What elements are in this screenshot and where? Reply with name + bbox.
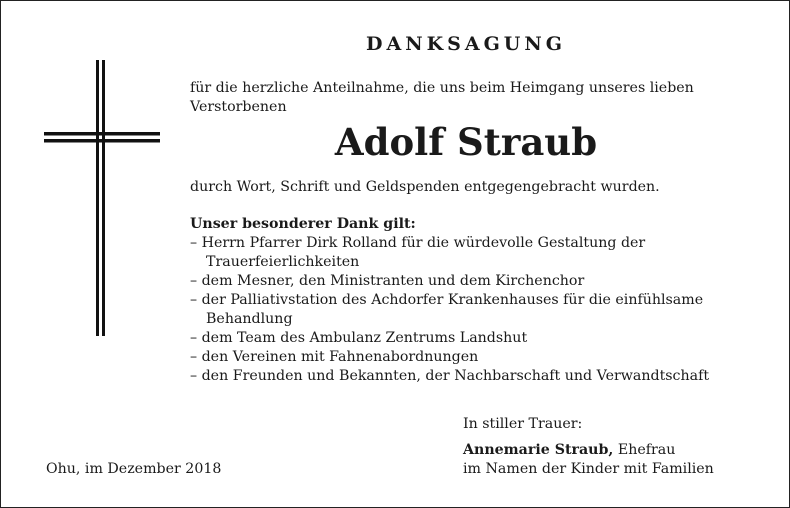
intro-line-2: Verstorbenen [190, 99, 287, 115]
notice-title: DANKSAGUNG [366, 33, 566, 55]
list-item-line: – den Vereinen mit Fahnenabordnungen [190, 349, 479, 365]
signer-line-2: im Namen der Kinder mit Familien [463, 461, 714, 477]
special-thanks-heading: Unser besonderer Dank gilt: [190, 216, 416, 232]
list-item-line: – Herrn Pfarrer Dirk Rolland für die würdevolle Gestaltung der [190, 235, 646, 251]
list-item [190, 291, 709, 329]
list-item-line: – den Freunden und Bekannten, der Nachbarschaft und Verwandtschaft [190, 368, 710, 384]
mourning-label: In stiller Trauer: [463, 416, 583, 432]
thanks-line: durch Wort, Schrift und Geldspenden entgegengebracht wurden. [190, 179, 660, 195]
signer-line-1 [463, 441, 714, 460]
intro-text [190, 79, 694, 117]
deceased-name: Adolf Straub [334, 120, 598, 164]
signer-relation: Ehefrau [613, 442, 676, 458]
signer-block [463, 441, 714, 479]
list-item [190, 272, 709, 291]
intro-line-1: für die herzliche Anteilnahme, die uns beim Heimgang unseres lieben [190, 80, 694, 96]
list-item [190, 234, 709, 272]
list-item [190, 329, 709, 348]
list-item-continuation: Trauerfeierlichkeiten [206, 254, 360, 270]
thanks-list [190, 234, 709, 386]
list-item [190, 367, 709, 386]
place-date: Ohu, im Dezember 2018 [46, 461, 222, 477]
list-item-line: – dem Team des Ambulanz Zentrums Landshut [190, 330, 528, 346]
cross-icon [44, 60, 160, 336]
list-item-continuation: Behandlung [206, 311, 293, 327]
signer-name: Annemarie Straub, [463, 442, 614, 458]
list-item-line: – der Palliativstation des Achdorfer Krankenhauses für die einfühlsame [190, 292, 704, 308]
list-item [190, 348, 709, 367]
list-item-line: – dem Mesner, den Ministranten und dem Kirchenchor [190, 273, 585, 289]
